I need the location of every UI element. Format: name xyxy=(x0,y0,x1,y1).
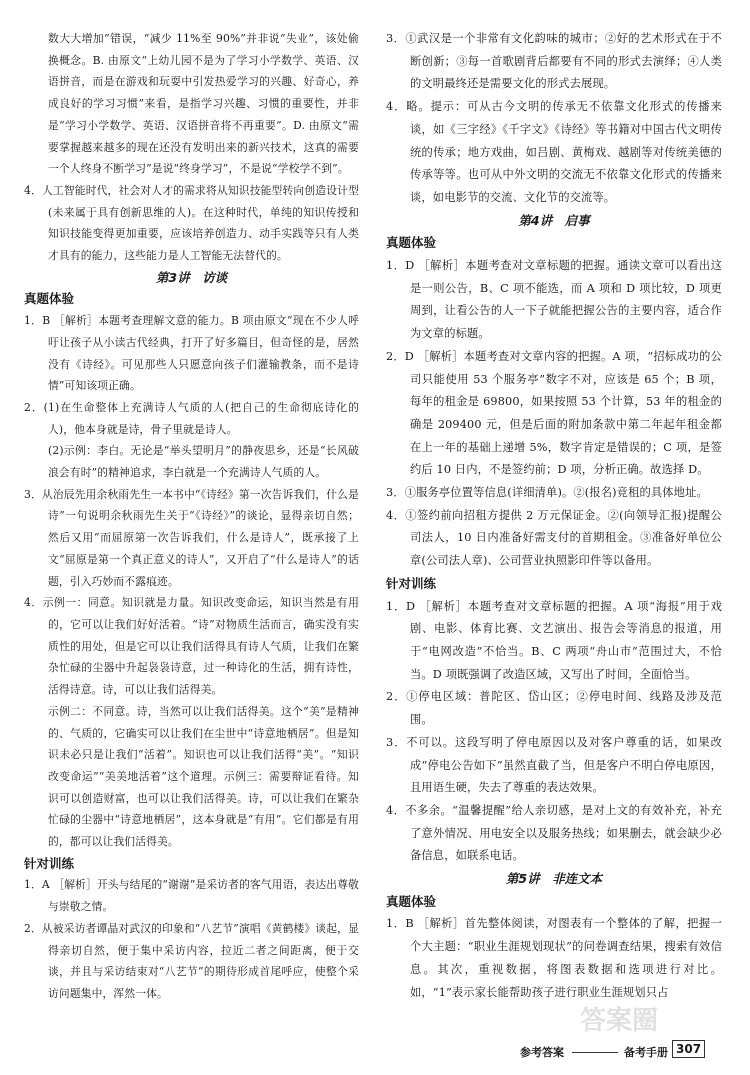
lecture-heading xyxy=(24,267,359,289)
answer-item: 3．不可以。这段写明了停电原因以及对客户尊重的话，如果改成“停电公告如下”虽然直截了当，但是客户不明白停电原因，且用语生硬，失去了尊重的表达效果。 xyxy=(386,735,722,795)
answer-paragraph: 数大大增加”错误，“减少 11%至 90%”并非说“失业”，该处偷换概念。B. 由原文“上幼儿园不是为了学习小学数学、英语、汉语拼音，而是在游戏和玩耍中引发热爱学习的兴趣、好奇心，养成良好的学习习惯”来看，是指学习兴趣、习惯的重要性，并非是“学习小学数学、英语、汉语拼音将不再重要”。D. 由原文“需要掌握越来越多的现在还没有发明出来的新兴技术，这真的需要一个人终身不断学习”是说“终身学习”，不是说“学校学不到”。 xyxy=(48,32,359,176)
footer-book-label: 备考手册 xyxy=(624,1046,668,1059)
page-footer xyxy=(520,1040,740,1062)
right-column xyxy=(386,28,722,1004)
lecture-heading-text: 第4讲 启事 xyxy=(518,212,590,228)
answer-item: 4．示例一：同意。知识就是力量。知识改变命运，知识当然是有用的，它可以让我们好好活着。“诗”对物质生活而言，确实没有实质性的用处，但是它可以让我们活得具有诗人气质，让我们在繁杂忙碌的尘器中升起袅袅诗意，过一种诗化的生活，拥有诗性，活得诗意。诗，可以让我们活得美。 xyxy=(24,596,359,697)
footer-rule xyxy=(572,1052,618,1053)
section-heading: 针对训练 xyxy=(386,575,437,591)
answer-item: 2．①停电区域：普陀区、岱山区；②停电时间、线路及涉及范围。 xyxy=(386,690,722,727)
answer-item: 1．B ［解析］首先整体阅读，对图表有一个整体的了解，把握一个大主题：“职业生涯规划现状”的问卷调查结果，搜索有效信息。其次，重视数据，将图表数据和选项进行对比。如，“1”表示家长能帮助孩子进行职业生涯规划只占 xyxy=(386,917,722,999)
watermark-logo: 答案圈 xyxy=(580,1006,659,1036)
section-heading: 真题体验 xyxy=(386,235,437,251)
answer-item: 3．①武汉是一个非常有文化韵味的城市；②好的艺术形式在于不断创新；③每一首歌剧背后都要有不同的形式去演绎；④人类的文明最终还是需要文化的形式去展现。 xyxy=(386,32,722,91)
answer-item: 1．D ［解析］本题考查对文章标题的把握。A 项“海报”用于戏剧、电影、体育比赛、文艺演出、报告会等消息的报道，用于“电网改造”不恰当。B、C 两项“舟山市”范围过大，不恰当。D 项既强调了改造区域，又写出了时间，全面恰当。 xyxy=(386,599,722,681)
page-number: 307 xyxy=(672,1040,705,1058)
answer-item: 4．①签约前向招租方提供 2 万元保证金。②(向领导汇报)提醒公司法人，10 日内准备好需支付的首期租金。③准备好单位公章(公司法人章)、公司营业执照影印件等以备用。 xyxy=(386,508,722,568)
lecture-heading xyxy=(386,210,722,233)
lecture-heading-text: 第3讲 访谈 xyxy=(155,269,228,285)
lecture-heading-text: 第5讲 非连文本 xyxy=(505,871,603,887)
answer-item: 1．B ［解析］本题考查理解文意的能力。B 项由原文“现在不少人呼吁让孩子从小读古代经典，打开了好多篇目，但奇怪的是，居然没有《诗经》。可见那些人只愿意向孩子们灌输教条，而不是诗情”可知该项正确。 xyxy=(24,314,359,393)
answer-paragraph: (2)示例：李白。无论是“举头望明月”的静夜思乡，还是“长风破浪会有时”的精神追求，李白就是一个充满诗人气质的人。 xyxy=(48,444,359,480)
section-heading: 真题体验 xyxy=(386,893,437,909)
answer-item: 2．D ［解析］本题考查对文章内容的把握。A 项，“招标成功的公司只能使用 53 个服务亭”数字不对，应该是 65 个；B 项，每年的租金是 69800，如果按照 53 个计算，53 年的租金的确是 209400 元，但是后面的附加条款中第二年起年租金都在上一年的基础上递增 5%，数字肯定是错误的；C 项，是签约后 10 日内，不是签约前；D 项，分析正确。故选择 D。 xyxy=(386,349,722,477)
lecture-heading xyxy=(386,868,722,891)
answer-item: 2．(1)在生命整体上充满诗人气质的人(把自己的生命彻底诗化的人)，他本身就是诗，骨子里就是诗人。 xyxy=(24,400,359,436)
answer-item: 4．不多余。“温馨提醒”给人亲切感，是对上文的有效补充，补充了意外情况、用电安全以及服务热线；如果删去，就会缺少必备信息，如联系电话。 xyxy=(386,803,722,863)
section-heading: 针对训练 xyxy=(24,855,75,871)
left-column xyxy=(24,28,359,1005)
answer-item: 3．从治辰先用余秋雨先生一本书中“《诗经》第一次告诉我们，什么是诗”一句说明余秋雨先生关于“《诗经》”的谈论，显得亲切自然；然后又用“而屈原第一次告诉我们，什么是诗人”，既承接了上文“屈原是第一个真正意义的诗人”，又开启了“什么是诗人”的话题，引入巧妙而不露痕迹。 xyxy=(24,487,359,588)
answer-item: 4．人工智能时代，社会对人才的需求将从知识技能型转向创造设计型(未来属于具有创新思维的人)。在这种时代，单纯的知识传授和知识技能变得更加重要，应该培养创造力、动手实践等只有人类才具有的能力，这些能力是人工智能无法替代的。 xyxy=(24,183,359,263)
answer-item: 2．从被采访者谭晶对武汉的印象和“八艺节”演唱《黄鹤楼》谈起，显得亲切自然，便于集中采访内容，拉近二者之间距离，便于交谈，并且与采访结束对“八艺节”的期待形成首尾呼应，使整个采访问题集中，浑然一体。 xyxy=(24,921,359,1000)
footer-answer-label: 参考答案 xyxy=(520,1046,564,1059)
answer-item: 4．略。提示：可从古今文明的传承无不依靠文化形式的传播来谈，如《三字经》《千字文》《诗经》等书籍对中国古代文明传统的传承；地方戏曲，如吕剧、黄梅戏、越剧等对传统美德的传承等等。也可从中外文明的交流无不依靠文化形式的传播来谈，如电影节的交流、文化节的交流等。 xyxy=(386,100,722,204)
answer-item: 3．①服务亭位置等信息(详细清单)。②(报名)竞租的具体地址。 xyxy=(386,486,708,500)
answer-paragraph: 示例二：不同意。诗，当然可以让我们活得美。这个“美”是精神的、气质的，它确实可以让我们在尘世中“诗意地栖居”。但是知识未必只是让我们“活着”。知识也可以让我们活得“美”。“知识改变命运”“美美地活着”这个道理。示例三：需要辩证看待。知识可以创造财富，也可以让我们活得美。诗，可以让我们在繁杂忙碌的尘器中“诗意地栖居”，这本身就是“有用”。它们都是有用的，都可以让我们活得美。 xyxy=(48,704,359,849)
answer-item: 1．A ［解析］开头与结尾的“谢谢”是采访者的客气用语，表达出尊敬与崇敬之情。 xyxy=(24,878,359,914)
section-heading: 真题体验 xyxy=(24,291,75,307)
answer-item: 1．D ［解析］本题考查对文章标题的把握。通读文章可以看出这是一则公告，B、C 项不能选，而 A 项和 D 项比较，D 项更周到，让看公告的人一下子就能把握公告的主要内容，适合作为文章的标题。 xyxy=(386,259,722,341)
